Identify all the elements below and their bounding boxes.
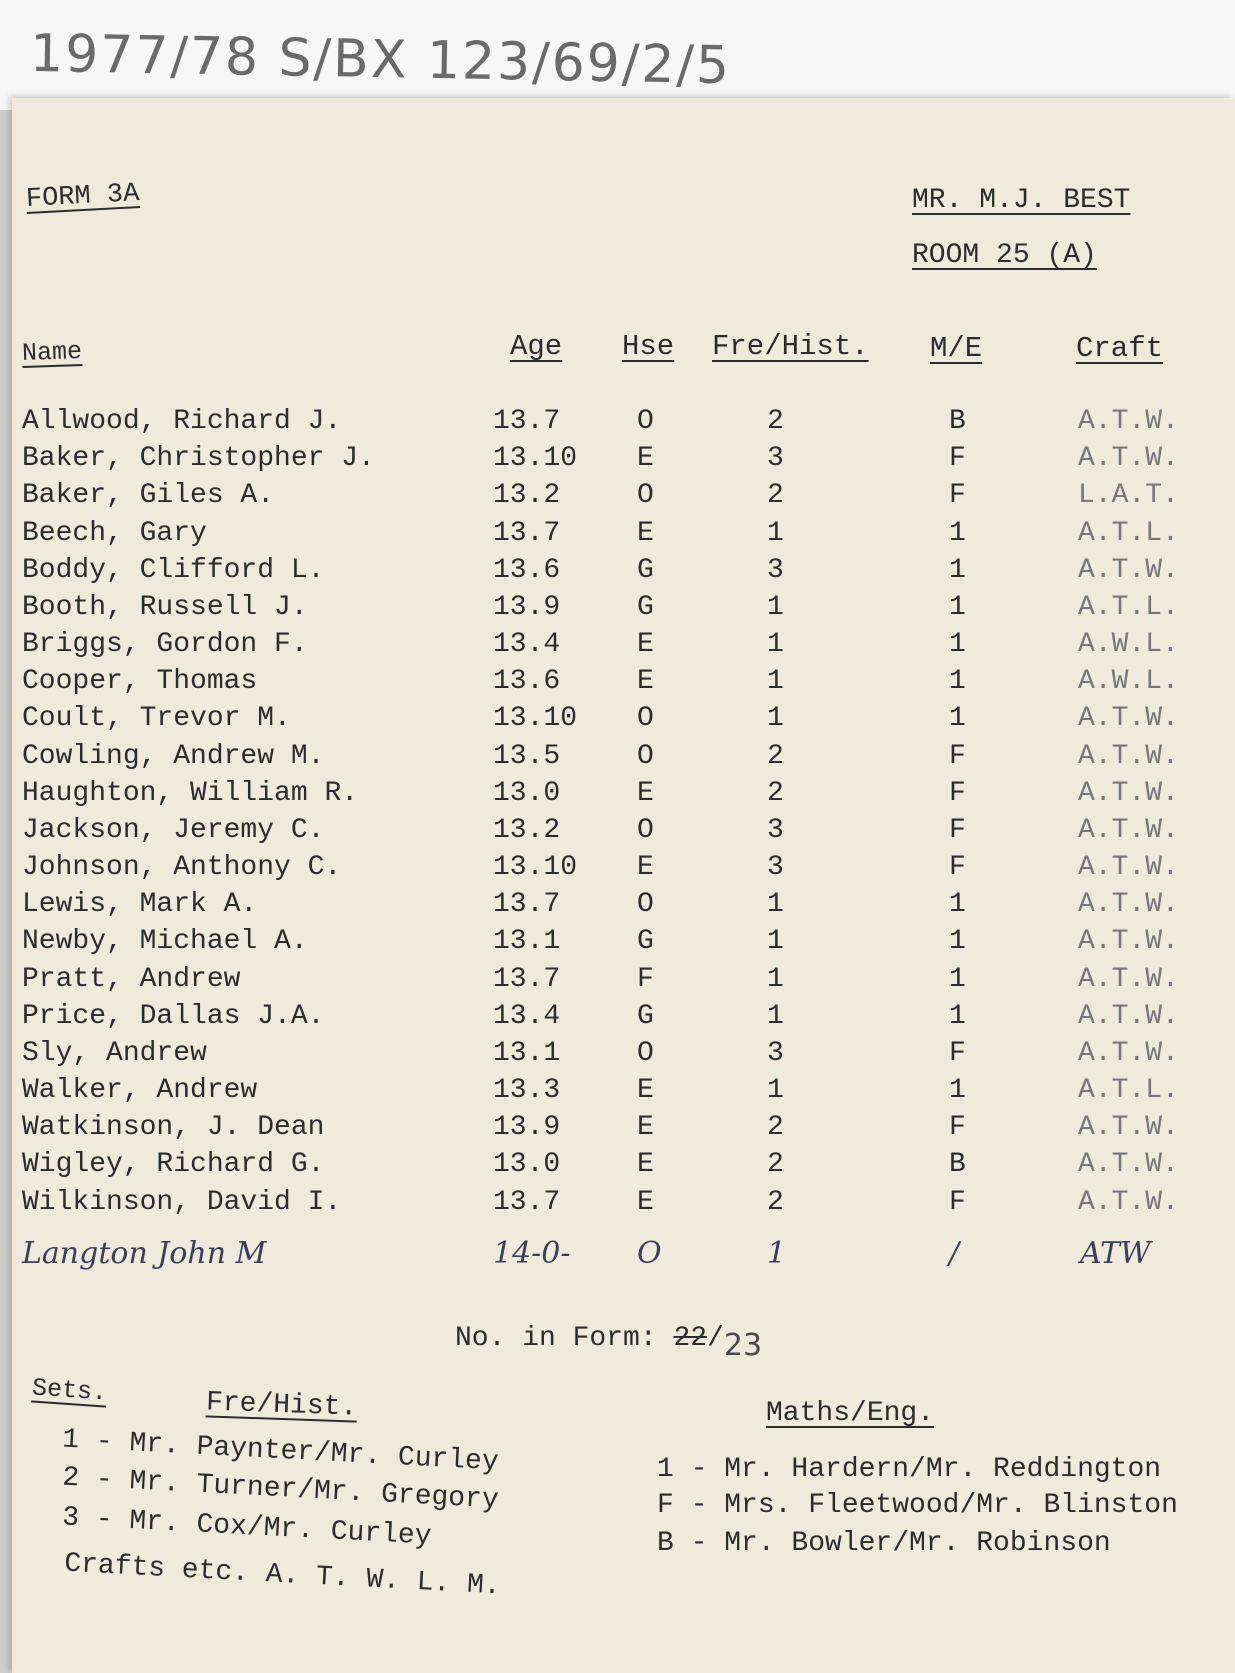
table-row	[0, 666, 1235, 702]
table-row	[0, 518, 1235, 554]
table-row	[0, 592, 1235, 628]
handwritten-table-row	[0, 1236, 1235, 1272]
table-row	[0, 1075, 1235, 1111]
table-row	[0, 703, 1235, 739]
student-craft: ATW	[1080, 1236, 1151, 1271]
student-craft: A.T.L.	[1078, 592, 1179, 623]
student-age: 13.10	[493, 852, 578, 883]
student-age: 13.1	[493, 1038, 561, 1069]
student-name: Booth, Russell J.	[22, 592, 308, 623]
student-house: G	[637, 592, 654, 623]
student-name: Boddy, Clifford L.	[22, 555, 325, 586]
student-craft: A.W.L.	[1078, 629, 1179, 660]
student-fre-set: 3	[767, 555, 784, 586]
student-house: E	[637, 778, 654, 809]
student-age: 13.9	[493, 1112, 561, 1143]
table-row	[0, 964, 1235, 1000]
student-name: Coult, Trevor M.	[22, 703, 291, 734]
student-age: 13.6	[493, 555, 561, 586]
student-name: Watkinson, J. Dean	[22, 1112, 325, 1143]
student-fre-set: 1	[767, 1075, 784, 1106]
table-row	[0, 1038, 1235, 1074]
student-fre-set: 3	[767, 443, 784, 474]
student-craft: A.T.W.	[1078, 778, 1179, 809]
student-craft: A.T.W.	[1078, 964, 1179, 995]
student-house: E	[637, 518, 654, 549]
fre-set-3: 3 - Mr. Cox/Mr. Curley	[61, 1502, 433, 1553]
student-fre-set: 1	[767, 889, 784, 920]
student-fre-set: 2	[767, 1112, 784, 1143]
student-house: G	[637, 1001, 654, 1032]
student-house: E	[637, 443, 654, 474]
maths-set-f: F - Mrs. Fleetwood/Mr. Blinston	[657, 1490, 1178, 1521]
table-row	[0, 406, 1235, 442]
student-age: 13.4	[493, 629, 561, 660]
student-name: Cowling, Andrew M.	[22, 741, 325, 772]
student-name: Baker, Giles A.	[22, 480, 275, 511]
teacher-name: MR. M.J. BEST	[912, 185, 1131, 216]
student-house: O	[637, 889, 654, 920]
room-number: ROOM 25 (A)	[912, 240, 1097, 271]
student-name: Walker, Andrew	[22, 1075, 258, 1106]
student-me-set: F	[949, 1112, 966, 1143]
student-age: 13.0	[493, 1149, 561, 1180]
column-header-age: Age	[510, 330, 563, 363]
sets-heading: Sets.	[31, 1373, 108, 1408]
student-me-set: F	[949, 1187, 966, 1218]
student-house: G	[637, 555, 654, 586]
student-age: 13.7	[493, 889, 561, 920]
table-row	[0, 852, 1235, 888]
student-fre-set: 1	[767, 964, 784, 995]
student-fre-set: 3	[767, 1038, 784, 1069]
form-count-label: No. in Form:	[455, 1323, 657, 1354]
student-age: 13.6	[493, 666, 561, 697]
student-house: O	[637, 480, 654, 511]
student-me-set: 1	[949, 926, 966, 957]
student-craft: A.T.W.	[1078, 815, 1179, 846]
student-name: Price, Dallas J.A.	[22, 1001, 325, 1032]
student-me-set: F	[949, 443, 966, 474]
student-craft: A.T.L.	[1078, 1075, 1179, 1106]
student-name: Briggs, Gordon F.	[22, 629, 308, 660]
student-house: E	[637, 1075, 654, 1106]
student-age: 13.2	[493, 815, 561, 846]
student-fre-set: 1	[767, 666, 784, 697]
student-house: G	[637, 926, 654, 957]
student-fre-set: 1	[767, 518, 784, 549]
student-name: Haughton, William R.	[22, 778, 359, 809]
student-craft: A.T.W.	[1078, 1149, 1179, 1180]
column-header-maths-eng: M/E	[930, 332, 983, 365]
student-name: Sly, Andrew	[22, 1038, 207, 1069]
student-craft: A.T.W.	[1078, 406, 1179, 437]
student-craft: A.T.W.	[1078, 889, 1179, 920]
student-me-set: 1	[949, 629, 966, 660]
student-fre-set: 2	[767, 778, 784, 809]
table-row	[0, 1187, 1235, 1223]
student-name: Baker, Christopher J.	[22, 443, 375, 474]
student-name: Cooper, Thomas	[22, 666, 258, 697]
student-fre-set: 2	[767, 1149, 784, 1180]
student-me-set: F	[949, 1038, 966, 1069]
student-fre-set: 1	[767, 926, 784, 957]
student-craft: A.T.W.	[1078, 555, 1179, 586]
student-age: 13.1	[493, 926, 561, 957]
student-craft: L.A.T.	[1078, 480, 1179, 511]
fre-set-1: 1 - Mr. Paynter/Mr. Curley	[61, 1424, 500, 1479]
table-row	[0, 778, 1235, 814]
student-name: Langton John M	[22, 1236, 267, 1271]
student-age: 13.10	[493, 703, 578, 734]
student-house: O	[637, 406, 654, 437]
student-house: O	[637, 703, 654, 734]
table-row	[0, 815, 1235, 851]
student-me-set: 1	[949, 1075, 966, 1106]
student-me-set: F	[949, 480, 966, 511]
student-house: E	[637, 1149, 654, 1180]
form-count-old: 22	[673, 1323, 708, 1354]
student-me-set: /	[949, 1236, 960, 1271]
student-craft: A.T.W.	[1078, 703, 1179, 734]
student-age: 13.9	[493, 592, 561, 623]
sets-fre-heading: Fre/Hist.	[205, 1387, 358, 1424]
student-me-set: 1	[949, 964, 966, 995]
student-fre-set: 2	[767, 480, 784, 511]
student-name: Pratt, Andrew	[22, 964, 241, 995]
student-name: Newby, Michael A.	[22, 926, 308, 957]
student-craft: A.T.W.	[1078, 926, 1179, 957]
table-row	[0, 480, 1235, 516]
student-fre-set: 2	[767, 1187, 784, 1218]
student-craft: A.T.W.	[1078, 1001, 1179, 1032]
student-name: Johnson, Anthony C.	[22, 852, 342, 883]
student-craft: A.T.W.	[1078, 443, 1179, 474]
student-fre-set: 1	[767, 1236, 787, 1271]
student-house: O	[637, 741, 654, 772]
student-me-set: F	[949, 778, 966, 809]
table-row	[0, 1149, 1235, 1185]
student-house: O	[637, 1236, 662, 1271]
crafts-legend: Crafts etc. A. T. W. L. M.	[63, 1548, 502, 1603]
student-age: 13.7	[493, 406, 561, 437]
student-me-set: 1	[949, 518, 966, 549]
student-age: 13.3	[493, 1075, 561, 1106]
form-count: No. in Form: 22/23	[455, 1323, 763, 1363]
student-house: E	[637, 1187, 654, 1218]
student-fre-set: 2	[767, 741, 784, 772]
student-age: 13.4	[493, 1001, 561, 1032]
student-me-set: F	[949, 815, 966, 846]
table-row	[0, 443, 1235, 479]
student-name: Wilkinson, David I.	[22, 1187, 342, 1218]
column-header-house: Hse	[622, 330, 675, 363]
maths-set-b: B - Mr. Bowler/Mr. Robinson	[657, 1528, 1111, 1559]
column-header-craft: Craft	[1076, 332, 1164, 365]
student-name: Jackson, Jeremy C.	[22, 815, 325, 846]
table-row	[0, 926, 1235, 962]
student-me-set: F	[949, 741, 966, 772]
student-craft: A.W.L.	[1078, 666, 1179, 697]
student-craft: A.T.W.	[1078, 1187, 1179, 1218]
sets-maths-heading: Maths/Eng.	[766, 1398, 935, 1429]
table-row	[0, 889, 1235, 925]
student-age: 13.2	[493, 480, 561, 511]
student-me-set: 1	[949, 592, 966, 623]
student-name: Lewis, Mark A.	[22, 889, 258, 920]
student-fre-set: 3	[767, 852, 784, 883]
student-house: O	[637, 815, 654, 846]
student-house: F	[637, 964, 654, 995]
student-age: 13.7	[493, 518, 561, 549]
student-craft: A.T.W.	[1078, 1112, 1179, 1143]
student-fre-set: 1	[767, 703, 784, 734]
student-age: 13.7	[493, 1187, 561, 1218]
student-name: Wigley, Richard G.	[22, 1149, 325, 1180]
form-title: FORM 3A	[25, 179, 141, 215]
student-house: E	[637, 852, 654, 883]
column-header-name: Name	[21, 336, 83, 369]
table-row	[0, 741, 1235, 777]
student-me-set: 1	[949, 1001, 966, 1032]
student-fre-set: 1	[767, 629, 784, 660]
student-me-set: 1	[949, 889, 966, 920]
student-house: E	[637, 1112, 654, 1143]
student-me-set: 1	[949, 666, 966, 697]
student-house: O	[637, 1038, 654, 1069]
student-fre-set: 1	[767, 592, 784, 623]
table-row	[0, 555, 1235, 591]
student-age: 13.0	[493, 778, 561, 809]
student-name: Allwood, Richard J.	[22, 406, 342, 437]
column-header-fre-hist: Fre/Hist.	[712, 330, 869, 363]
student-age: 14-0-	[493, 1236, 571, 1271]
student-craft: A.T.W.	[1078, 852, 1179, 883]
student-me-set: B	[949, 1149, 966, 1180]
student-me-set: F	[949, 852, 966, 883]
table-row	[0, 629, 1235, 665]
form-count-new: 23	[723, 1328, 763, 1363]
student-fre-set: 2	[767, 406, 784, 437]
student-craft: A.T.L.	[1078, 518, 1179, 549]
student-me-set: 1	[949, 555, 966, 586]
student-me-set: B	[949, 406, 966, 437]
fre-set-2: 2 - Mr. Turner/Mr. Gregory	[61, 1462, 500, 1517]
student-craft: A.T.W.	[1078, 741, 1179, 772]
student-craft: A.T.W.	[1078, 1038, 1179, 1069]
student-me-set: 1	[949, 703, 966, 734]
student-house: E	[637, 629, 654, 660]
student-age: 13.10	[493, 443, 578, 474]
student-fre-set: 3	[767, 815, 784, 846]
archive-reference-note: 1977/78 S/BX 123/69/2/5	[29, 23, 732, 97]
student-age: 13.5	[493, 741, 561, 772]
table-row	[0, 1001, 1235, 1037]
maths-set-1: 1 - Mr. Hardern/Mr. Reddington	[657, 1454, 1162, 1485]
student-house: E	[637, 666, 654, 697]
student-fre-set: 1	[767, 1001, 784, 1032]
student-name: Beech, Gary	[22, 518, 207, 549]
table-row	[0, 1112, 1235, 1148]
student-age: 13.7	[493, 964, 561, 995]
